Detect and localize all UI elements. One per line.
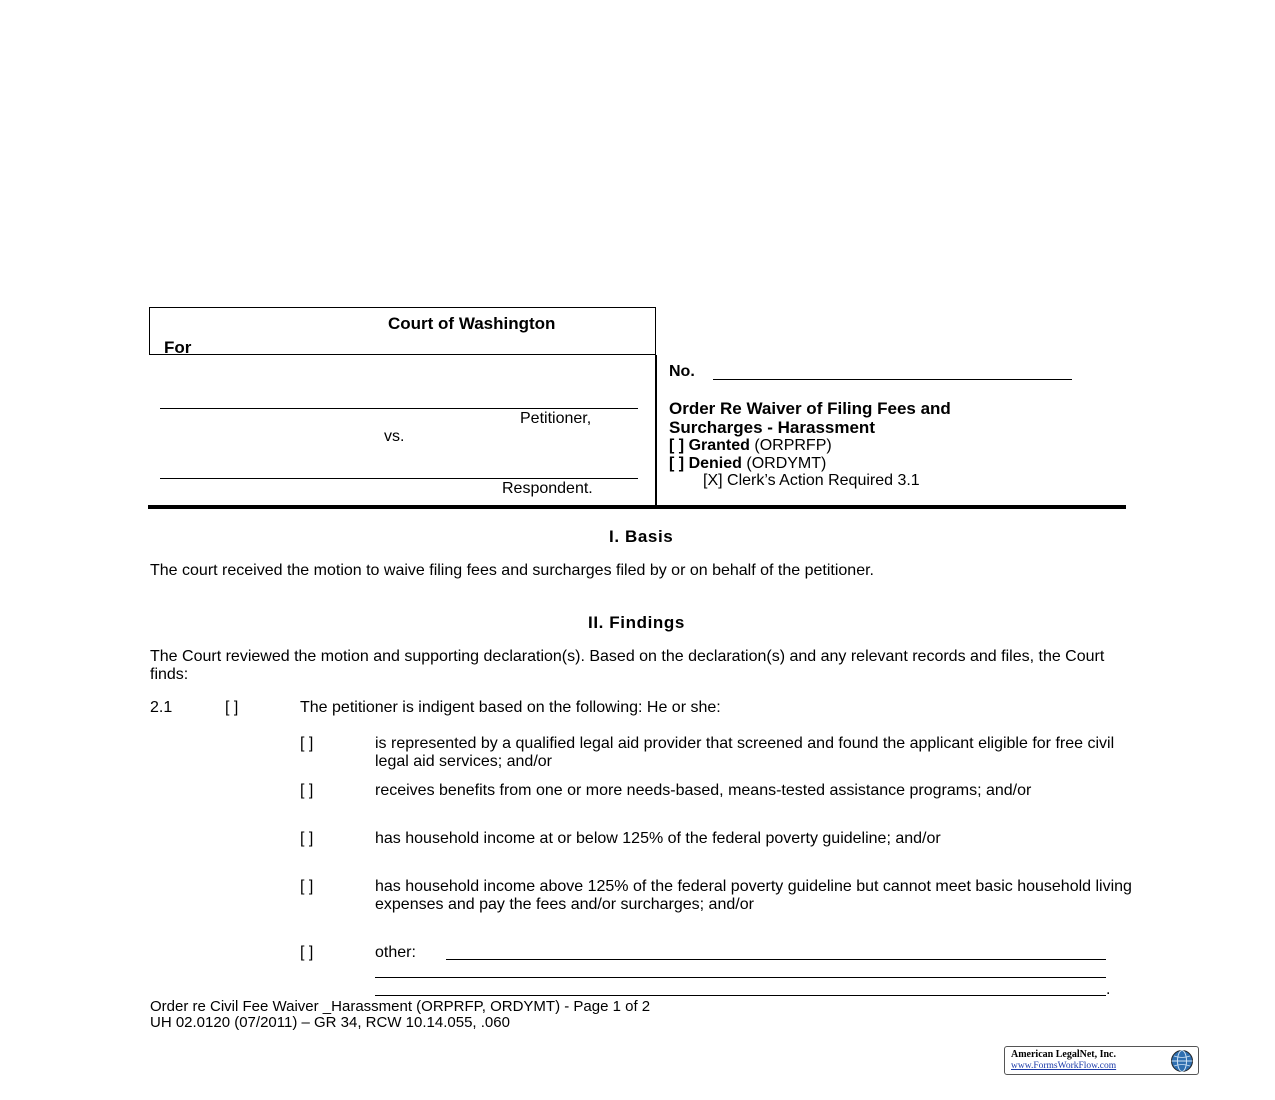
other-field-line2[interactable] [375, 977, 1106, 978]
subitem-text: is represented by a qualified legal aid provider that screened and found the applicant eligible for free civil legal aid services; and/or [375, 735, 1115, 770]
caption-bottom-rule [148, 505, 1126, 509]
section-basis-heading: I. Basis [609, 527, 674, 546]
section-findings-heading: II. Findings [588, 613, 685, 632]
granted-checkbox[interactable]: [ ] [669, 437, 685, 454]
badge-company: American LegalNet, Inc. [1011, 1049, 1116, 1060]
item-number: 2.1 [150, 699, 173, 716]
order-title-line2: Surcharges - Harassment [669, 418, 875, 437]
globe-icon [1170, 1049, 1194, 1073]
other-label: other: [375, 944, 416, 961]
case-number-field[interactable] [713, 379, 1072, 380]
footer-line2: UH 02.0120 (07/2011) – GR 34, RCW 10.14.055, .060 [150, 1014, 510, 1031]
item-checkbox[interactable]: [ ] [225, 699, 239, 716]
court-for-label: For [164, 338, 192, 357]
case-number-label: No. [669, 363, 695, 380]
legalnet-badge[interactable] [1004, 1046, 1199, 1075]
subitem-text: receives benefits from one or more needs-based, means-tested assistance programs; and/or [375, 782, 1032, 799]
granted-label: Granted [688, 437, 750, 454]
denied-code: (ORDYMT) [746, 455, 827, 472]
denied-checkbox[interactable]: [ ] [669, 455, 685, 472]
respondent-line[interactable] [160, 478, 638, 479]
clerk-action: [X] Clerk’s Action Required 3.1 [703, 472, 920, 489]
court-name: Court of Washington [388, 314, 556, 333]
denied-label: Denied [688, 455, 742, 472]
badge-url[interactable]: www.FormsWorkFlow.com [1011, 1061, 1117, 1071]
other-field-line3[interactable] [375, 995, 1106, 996]
subitem-checkbox[interactable]: [ ] [300, 735, 314, 752]
subitem-checkbox[interactable]: [ ] [300, 782, 314, 799]
subitem-text: has household income at or below 125% of the federal poverty guideline; and/or [375, 830, 941, 847]
subitem-checkbox[interactable]: [ ] [300, 878, 314, 895]
footer-line1: Order re Civil Fee Waiver _Harassment (ORPRFP, ORDYMT) - Page 1 of 2 [150, 998, 651, 1015]
item-text: The petitioner is indigent based on the following: He or she: [300, 699, 721, 716]
respondent-label: Respondent. [502, 480, 593, 497]
vs-label: vs. [384, 428, 405, 445]
denied-option[interactable] [669, 455, 826, 473]
subitem-checkbox[interactable]: [ ] [300, 944, 314, 961]
other-field-end: . [1106, 981, 1111, 998]
caption-divider [655, 355, 657, 507]
order-title-line1: Order Re Waiver of Filing Fees and [669, 399, 951, 418]
subitem-text: has household income above 125% of the federal poverty guideline but cannot meet basic household living expenses and pay the fees and/or surcharges; and/or [375, 878, 1132, 913]
petitioner-label: Petitioner, [520, 410, 592, 427]
findings-intro: The Court reviewed the motion and supporting declaration(s). Based on the declaration(s) and any relevant records and files, the Court finds: [150, 648, 1105, 683]
petitioner-line[interactable] [160, 408, 638, 409]
granted-code: (ORPRFP) [754, 437, 832, 454]
basis-text: The court received the motion to waive filing fees and surcharges filed by or on behalf of the petitioner. [150, 562, 874, 579]
granted-option[interactable] [669, 437, 832, 455]
subitem-checkbox[interactable]: [ ] [300, 830, 314, 847]
other-field-line1[interactable] [446, 959, 1106, 960]
